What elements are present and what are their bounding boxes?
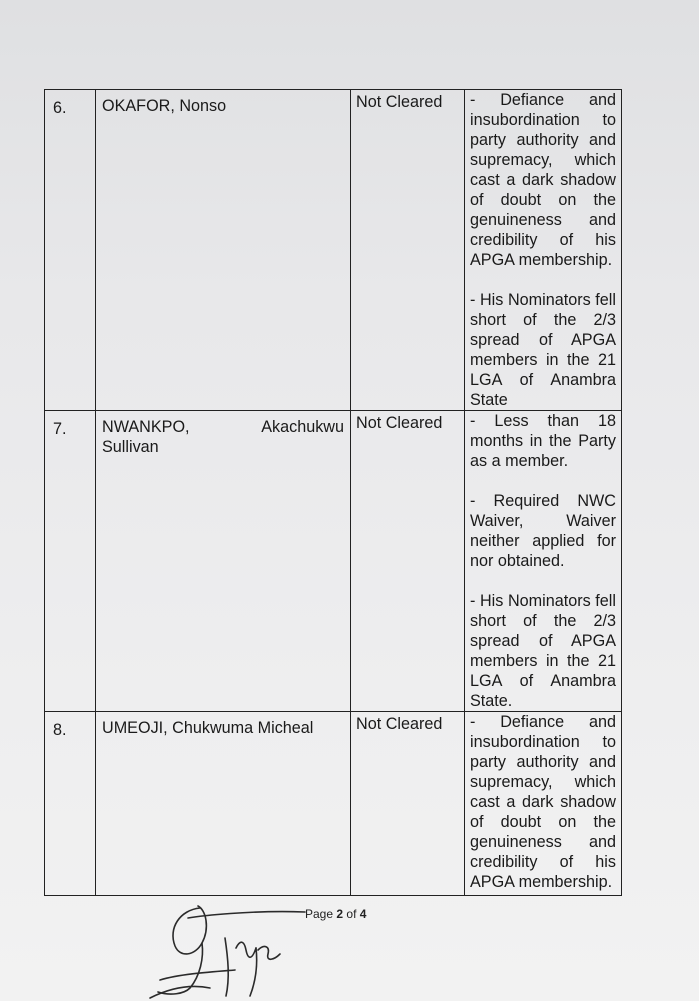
reasons-cell bbox=[465, 90, 622, 411]
reason-item: - His Nominators fell short of the 2/3 spread of APGA members in the 21 LGA of Anambra State. bbox=[470, 592, 616, 710]
page-number: 2 bbox=[336, 907, 344, 921]
reason-item: - Defiance and insubordination to party authority and supremacy, which cast a dark shadow of doubt on the genuineness and credibility of his APGA membership. bbox=[470, 91, 616, 269]
clearance-status: Not Cleared bbox=[351, 411, 465, 712]
table-row bbox=[45, 712, 622, 896]
table-row bbox=[45, 90, 622, 411]
reason-item: - Less than 18 months in the Party as a member. bbox=[470, 412, 616, 470]
serial-number: 7. bbox=[45, 411, 96, 712]
reason-item: - Required NWC Waiver, Waiver neither applied for nor obtained. bbox=[470, 492, 616, 570]
aspirant-given-name: Akachukwu bbox=[261, 418, 344, 436]
aspirant-name: OKAFOR, Nonso bbox=[96, 90, 351, 411]
aspirant-name: UMEOJI, Chukwuma Micheal bbox=[96, 712, 351, 896]
aspirant-name-line2: Sullivan bbox=[102, 438, 159, 456]
reasons-cell bbox=[465, 411, 622, 712]
signature-icon bbox=[140, 888, 380, 1001]
table-row bbox=[45, 411, 622, 712]
of-label: of bbox=[346, 907, 357, 921]
clearance-status: Not Cleared bbox=[351, 712, 465, 896]
page-footer bbox=[305, 907, 366, 921]
reason-item: - Defiance and insubordination to party authority and supremacy, which cast a dark shadow of doubt on the genuineness and credibility of his APGA membership. bbox=[470, 713, 616, 891]
total-pages: 4 bbox=[359, 907, 367, 921]
clearance-status: Not Cleared bbox=[351, 90, 465, 411]
aspirant-name bbox=[96, 411, 351, 712]
screening-results-table bbox=[44, 89, 622, 896]
serial-number: 8. bbox=[45, 712, 96, 896]
reason-item: - His Nominators fell short of the 2/3 spread of APGA members in the 21 LGA of Anambra State bbox=[470, 291, 616, 409]
page-label: Page bbox=[305, 907, 334, 921]
aspirant-surname: NWANKPO, bbox=[102, 418, 190, 436]
reasons-cell bbox=[465, 712, 622, 896]
serial-number: 6. bbox=[45, 90, 96, 411]
